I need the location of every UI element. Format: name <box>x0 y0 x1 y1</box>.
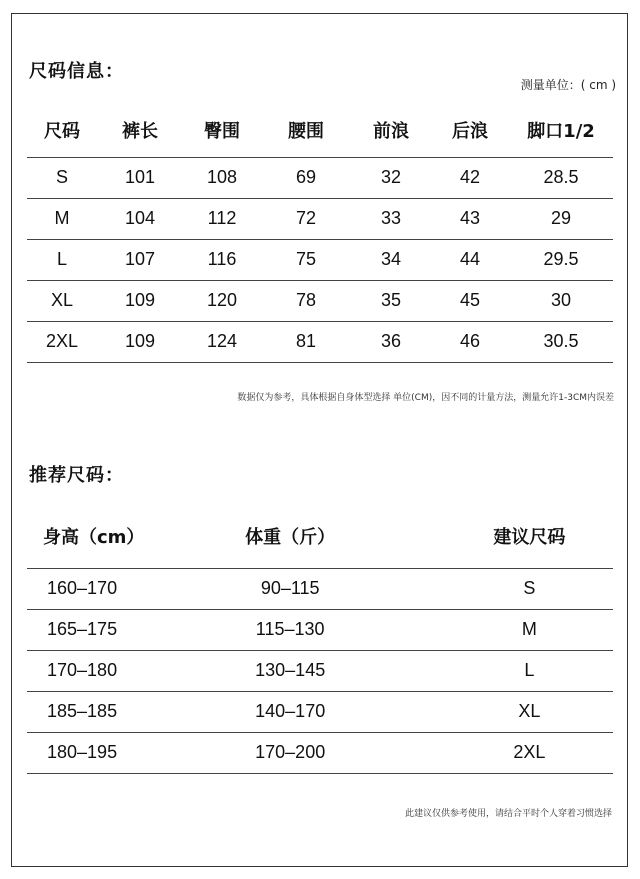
table-cell: 30.5 <box>509 321 613 362</box>
size-footnote: 数据仅为参考，具体根据自身体型选择 单位(CM)，因不同的计量方法，测量允许1-3CM内误差 <box>237 393 614 403</box>
table-cell: 104 <box>97 198 183 239</box>
table-cell: 160–170 <box>27 568 195 609</box>
table-cell: 90–115 <box>195 568 386 609</box>
table-row <box>27 280 613 321</box>
table-cell: 170–200 <box>195 732 386 773</box>
recommend-title: 推荐尺码： <box>29 465 124 486</box>
table-row <box>27 321 613 362</box>
table-cell: 130–145 <box>195 650 386 691</box>
table-cell: 101 <box>97 157 183 198</box>
table-cell: 46 <box>431 321 509 362</box>
table-cell: 107 <box>97 239 183 280</box>
table-cell: 165–175 <box>27 609 195 650</box>
table-cell: 112 <box>183 198 261 239</box>
table-cell: 30 <box>509 280 613 321</box>
unit-note: 测量单位：( cm ) <box>520 78 616 92</box>
table-cell: 140–170 <box>195 691 386 732</box>
header-cell: 尺码 <box>44 120 80 142</box>
table-row <box>27 198 613 239</box>
header-cell: 身高（cm） <box>43 527 145 549</box>
size-info-title: 尺码信息： <box>29 61 124 82</box>
table-cell: 36 <box>351 321 431 362</box>
table-cell: 120 <box>183 280 261 321</box>
table-row <box>27 568 613 609</box>
table-cell: 35 <box>351 280 431 321</box>
table-row <box>27 691 613 732</box>
recommend-table <box>27 505 613 774</box>
table-cell: 180–195 <box>27 732 195 773</box>
table-cell: 81 <box>261 321 351 362</box>
size-table-header <box>27 103 613 157</box>
table-cell: S <box>386 568 613 609</box>
table-cell: 69 <box>261 157 351 198</box>
header-cell: 体重（斤） <box>245 527 336 549</box>
table-cell: 116 <box>183 239 261 280</box>
table-cell: 45 <box>431 280 509 321</box>
table-cell: 2XL <box>27 321 97 362</box>
table-cell: 28.5 <box>509 157 613 198</box>
table-cell: 185–185 <box>27 691 195 732</box>
table-cell: 109 <box>97 321 183 362</box>
table-cell: M <box>386 609 613 650</box>
header-cell: 前浪 <box>373 120 409 142</box>
table-cell: L <box>27 239 97 280</box>
header-cell: 腰围 <box>288 120 324 142</box>
table-cell: 2XL <box>386 732 613 773</box>
recommend-footnote: 此建议仅供参考使用，请结合平时个人穿着习惯选择 <box>404 809 612 819</box>
table-cell: XL <box>27 280 97 321</box>
size-table <box>27 103 613 363</box>
header-cell: 裤长 <box>122 120 158 142</box>
table-cell: M <box>27 198 97 239</box>
table-cell: 124 <box>183 321 261 362</box>
recommend-table-header <box>27 505 613 568</box>
table-row <box>27 239 613 280</box>
table-row <box>27 609 613 650</box>
table-cell: 33 <box>351 198 431 239</box>
table-cell: 29.5 <box>509 239 613 280</box>
table-cell: 32 <box>351 157 431 198</box>
table-cell: 43 <box>431 198 509 239</box>
table-cell: 72 <box>261 198 351 239</box>
table-cell: XL <box>386 691 613 732</box>
header-cell: 臀围 <box>204 120 240 142</box>
header-cell: 后浪 <box>452 120 488 142</box>
table-cell: 75 <box>261 239 351 280</box>
table-cell: 42 <box>431 157 509 198</box>
table-cell: 29 <box>509 198 613 239</box>
table-cell: 115–130 <box>195 609 386 650</box>
table-row <box>27 157 613 198</box>
table-cell: 44 <box>431 239 509 280</box>
table-cell: S <box>27 157 97 198</box>
table-cell: 78 <box>261 280 351 321</box>
header-cell: 建议尺码 <box>493 527 566 549</box>
table-cell: L <box>386 650 613 691</box>
header-cell: 脚口1/2 <box>527 120 595 142</box>
table-cell: 34 <box>351 239 431 280</box>
table-cell: 170–180 <box>27 650 195 691</box>
table-cell: 109 <box>97 280 183 321</box>
table-cell: 108 <box>183 157 261 198</box>
table-row <box>27 650 613 691</box>
table-row <box>27 732 613 773</box>
